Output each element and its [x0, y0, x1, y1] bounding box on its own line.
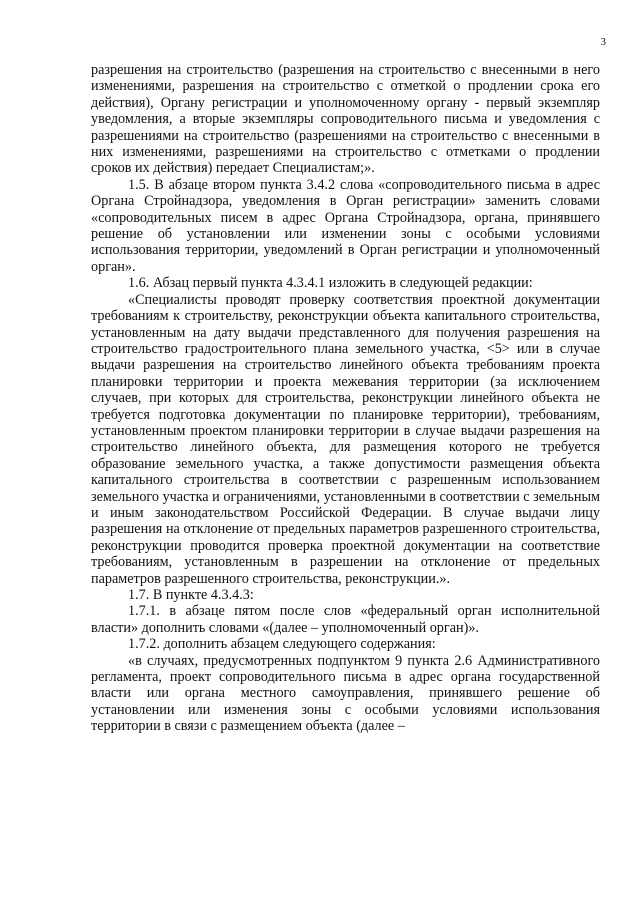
document-body — [91, 62, 600, 735]
paragraph-quoted-specialists: «Специалисты проводят проверку соответствия проектной документации требованиям к строительству, реконструкции объекта капитального строительства, установленным на дату выдачи представленного для получения разрешения на строительство градостроительного плана земельного участка, <5> или в случае выдачи разрешения на строительство линейного объекта требованиям проекта планировки территории и проекта межевания территории (за исключением случаев, при которых для строительства, реконструкции линейного объекта не требуется подготовка документации по планировке территории), требованиям, установленным проектом планировки территории в случае выдачи разрешения на строительство линейного объекта, для размещения которого не требуется образование земельного участка, а также допустимости размещения объекта капитального строительства в соответствии с разрешенным использованием земельного участка и ограничениями, установленными в соответствии с земельным и иным законодательством Российской Федерации. В случае выдачи лицу разрешения на отклонение от предельных параметров разрешенного строительства, реконструкции проводится проверка проектной документации на соответствие требованиям, установленным в разрешении на отклонение от предельных параметров разрешенного строительства, реконструкции.». — [91, 291, 600, 587]
paragraph-1-7-2: 1.7.2. дополнить абзацем следующего содержания: — [128, 636, 436, 653]
paragraph-quoted-cases: «в случаях, предусмотренных подпунктом 9 пункта 2.6 Административного регламента, проект сопроводительного письма в адрес органа государственной власти или органа местного самоуправления, принявшего решение об установлении или изменения зоны с особыми условиями использования территории в связи с размещением объекта (далее – — [91, 652, 600, 735]
paragraph-continuation: разрешения на строительство (разрешения на строительство с внесенными в него изменениями, разрешения на строительство с отметкой о продлении срока его действия), Органу регистрации и уполномоченному органу - первый экземпляр уведомления, а вторые экземпляры сопроводительного письма и уведомления с разрешениями на строительство (разрешениями на строительство с внесенными в них изменениями, разрешениями на строительство с отметками о продлении сроков их действия) передает Специалистам;». — [91, 62, 600, 177]
paragraph-1-7-1: 1.7.1. в абзаце пятом после слов «федеральный орган исполнительной власти» дополнить словами «(далее – уполномоченный орган)». — [91, 603, 600, 636]
page-number: 3 — [600, 36, 606, 48]
paragraph-1-5: 1.5. В абзаце втором пункта 3.4.2 слова «сопроводительного письма в адрес Органа Стройнадзора, уведомления в Орган регистрации» заменить словами «сопроводительных писем в адрес Органа Стройнадзора, органа, принявшего решение об установлении или изменении зоны с особыми условиями использования территории, уведомлений в Орган регистрации и уполномоченный орган». — [91, 176, 600, 275]
paragraph-1-7: 1.7. В пункте 4.3.4.3: — [128, 587, 254, 603]
paragraph-1-6: 1.6. Абзац первый пункта 4.3.4.1 изложить в следующей редакции: — [128, 275, 533, 292]
